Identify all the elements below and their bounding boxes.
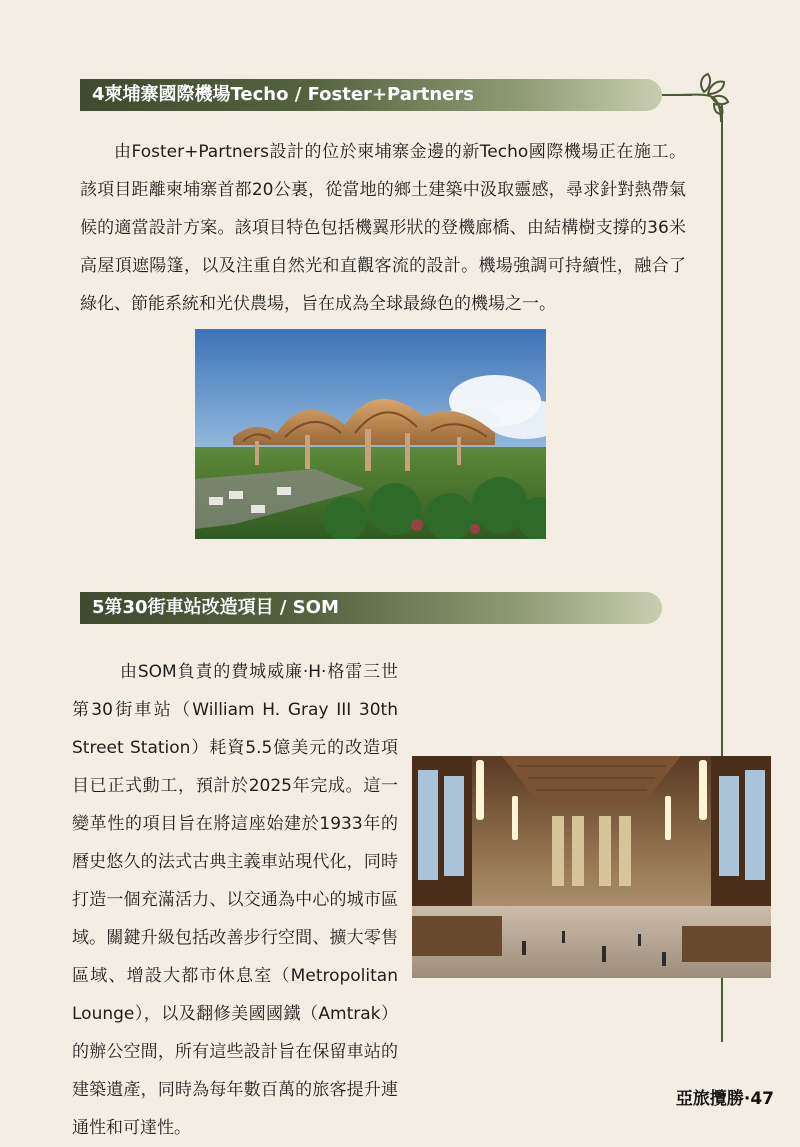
- airport-paragraph: 由Foster+Partners設計的位於柬埔寨金邊的新Techo國際機場正在施工。該項目距離柬埔寨首都20公裏，從當地的鄉土建築中汲取靈感，尋求針對熱帶氣候的適當設計方案。該項目特色包括機翼形狀的登機廊橋、由結構樹支撐的36米高屋頂遮陽篷，以及注重自然光和直觀客流的設計。機場強調可持續性，融合了綠化、節能系統和光伏農場，旨在成為全球最綠色的機場之一。: [80, 142, 686, 314]
- magazine-name: 亞旅攬勝: [675, 1089, 744, 1109]
- page-number: 47: [750, 1089, 774, 1109]
- footer-separator: ·: [743, 1089, 751, 1109]
- section-heading-airport: 4柬埔寨國際機場Techo / Foster+Partners: [80, 79, 662, 111]
- station-paragraph: 由SOM負責的費城威廉·H·格雷三世第30街車站（William H. Gray III 30th Street Station）耗資5.5億美元的改造項目已正式動工，預計於2025年完成。這一變革性的項目旨在將這座始建於1933年的曆史悠久的法式古典主義車站現代化，同時打造一個充滿活力、以交通為中心的城市區域。關鍵升級包括改善步行空間、擴大零售區域、增設大都市休息室（Metropolitan Lounge），以及翻修美國國鐵（Amtrak）的辦公空間，所有這些設計旨在保留車站的建築遺產，同時為每年數百萬的旅客提升連通性和可達性。: [72, 662, 398, 1138]
- station-interior-image: [412, 756, 771, 978]
- section-heading-station: 5第30街車站改造項目 / SOM: [80, 592, 662, 624]
- airport-rendering-image: [195, 329, 546, 539]
- leaf-ornament-icon: [674, 70, 730, 122]
- page-footer: [676, 1084, 774, 1109]
